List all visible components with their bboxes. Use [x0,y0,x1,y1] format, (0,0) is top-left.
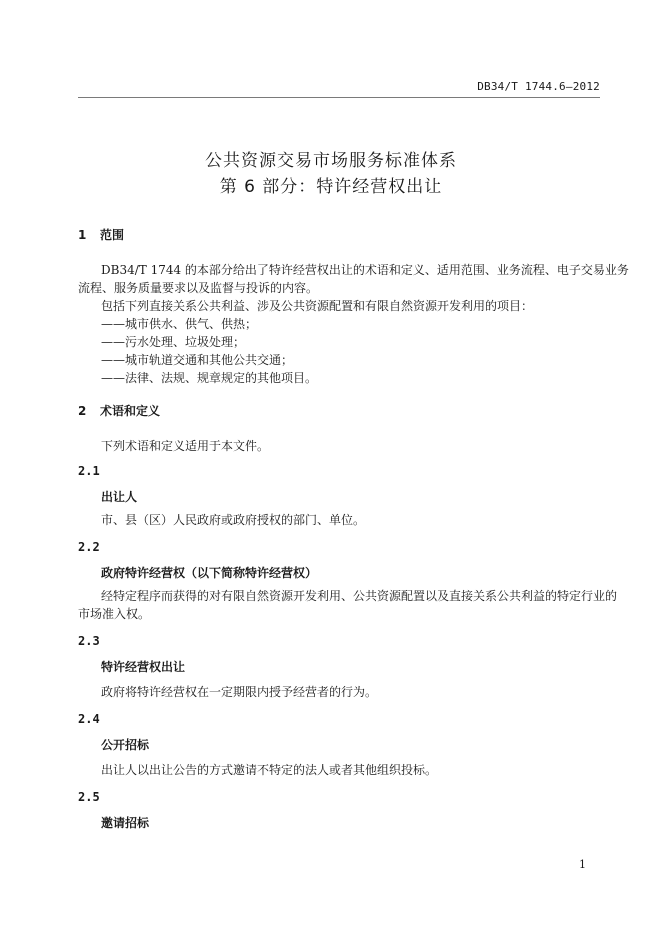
term-name: 政府特许经营权（以下简称特许经营权） [101,566,318,580]
clause-number: 2.2 [78,540,100,554]
section-title: 范围 [100,228,125,242]
clause-number: 2.5 [78,790,100,804]
clause-number: 2.4 [78,712,100,726]
list-item: ——法律、法规、规章规定的其他项目。 [101,371,318,385]
page-number: 1 [579,858,586,871]
term-definition-line-2: 市场准入权。 [78,607,151,621]
clause-number: 2.3 [78,634,100,648]
list-item: ——城市供水、供气、供热； [101,317,258,331]
term-definition: 市、县（区）人民政府或政府授权的部门、单位。 [101,513,366,527]
document-code: DB34/T 1744.6—2012 [477,80,600,93]
term-definition-line-1: 经特定程序而获得的对有限自然资源开发利用、公共资源配置以及直接关系公共利益的特定行业的 [101,589,618,603]
term-name: 出让人 [101,490,138,504]
scope-paragraph-line-1: DB34/T 1744 的本部分给出了特许经营权出让的术语和定义、适用范围、业务流程、电子交易业务 [101,263,629,277]
section-2-heading [78,402,160,419]
list-item: ——城市轨道交通和其他公共交通； [101,353,294,367]
section-number: 1 [78,228,87,242]
definitions-intro: 下列术语和定义适用于本文件。 [101,439,270,453]
document-title: 公共资源交易市场服务标准体系 [205,151,457,171]
header-rule [78,97,600,98]
list-item: ——污水处理、垃圾处理； [101,335,246,349]
scope-paragraph-line-2: 流程、服务质量要求以及监督与投诉的内容。 [78,281,319,295]
term-name: 邀请招标 [101,816,150,830]
term-name: 公开招标 [101,738,150,752]
term-name: 特许经营权出让 [101,660,186,674]
scope-includes-paragraph: 包括下列直接关系公共利益、涉及公共资源配置和有限自然资源开发利用的项目： [101,299,534,313]
term-definition: 出让人以出让公告的方式邀请不特定的法人或者其他组织投标。 [101,763,438,777]
document-subtitle: 第 6 部分：特许经营权出让 [219,177,443,197]
section-1-heading [78,226,124,243]
section-number: 2 [78,404,87,418]
section-title: 术语和定义 [100,404,161,418]
clause-number: 2.1 [78,464,100,478]
term-definition: 政府将特许经营权在一定期限内授予经营者的行为。 [101,685,378,699]
